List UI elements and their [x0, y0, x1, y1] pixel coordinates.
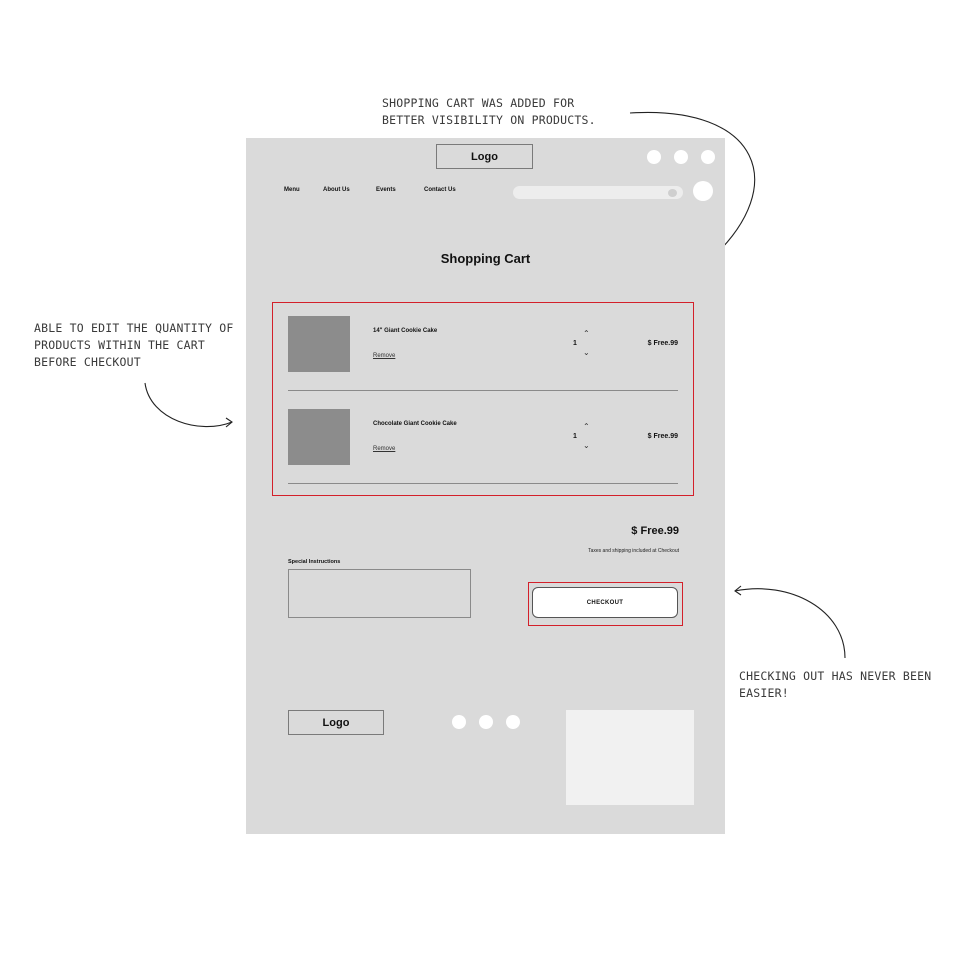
product-name[interactable]: 14" Giant Cookie Cake: [373, 328, 438, 334]
product-name[interactable]: Chocolate Giant Cookie Cake: [373, 421, 457, 427]
social-icon-2[interactable]: [674, 150, 688, 164]
annotation-top: SHOPPING CART WAS ADDED FOR BETTER VISIBILITY ON PRODUCTS.: [382, 96, 596, 127]
footer-social-icon-3[interactable]: [506, 715, 520, 729]
quantity-decrease-icon[interactable]: ⌄: [583, 348, 590, 357]
footer-map-placeholder: [566, 710, 694, 805]
nav-events[interactable]: Events: [376, 187, 396, 193]
nav-contact-us[interactable]: Contact Us: [424, 187, 456, 193]
quantity-decrease-icon[interactable]: ⌄: [583, 441, 590, 450]
footer-logo[interactable]: Logo: [288, 710, 384, 735]
product-image: [288, 316, 350, 372]
product-price: $ Free.99: [647, 340, 678, 347]
social-icon-1[interactable]: [647, 150, 661, 164]
search-icon: [668, 189, 677, 197]
wireframe-page: [246, 138, 725, 834]
quantity-value[interactable]: 1: [573, 340, 577, 347]
arrow-left-head: [226, 418, 232, 427]
search-input[interactable]: [513, 186, 683, 199]
special-instructions-label: Special Instructions: [288, 559, 341, 565]
footer-social-icon-2[interactable]: [479, 715, 493, 729]
remove-link[interactable]: Remove: [373, 446, 396, 452]
taxes-note: Taxes and shipping included at Checkout: [588, 548, 679, 554]
cart-icon[interactable]: [693, 181, 713, 201]
product-price: $ Free.99: [647, 433, 678, 440]
quantity-value[interactable]: 1: [573, 433, 577, 440]
special-instructions-field[interactable]: [288, 569, 471, 618]
annotation-right: CHECKING OUT HAS NEVER BEEN EASIER!: [739, 669, 932, 700]
cart-total: $ Free.99: [631, 525, 679, 537]
page-title: Shopping Cart: [440, 251, 531, 266]
annotation-left: ABLE TO EDIT THE QUANTITY OF PRODUCTS WITHIN THE CART BEFORE CHECKOUT: [34, 321, 234, 369]
product-image: [288, 409, 350, 465]
social-icon-3[interactable]: [701, 150, 715, 164]
arrow-right: [735, 589, 845, 658]
nav-about-us[interactable]: About Us: [323, 187, 350, 193]
remove-link[interactable]: Remove: [373, 353, 396, 359]
checkout-button[interactable]: CHECKOUT: [532, 587, 678, 618]
checkout-highlight-frame: [528, 582, 683, 626]
quantity-increase-icon[interactable]: ⌃: [583, 329, 590, 338]
footer-social-icon-1[interactable]: [452, 715, 466, 729]
divider: [288, 483, 678, 484]
divider: [288, 390, 678, 391]
nav-menu[interactable]: Menu: [284, 187, 300, 193]
header-logo[interactable]: Logo: [436, 144, 533, 169]
arrow-left: [145, 383, 232, 427]
arrow-right-head: [735, 586, 741, 595]
quantity-increase-icon[interactable]: ⌃: [583, 422, 590, 431]
